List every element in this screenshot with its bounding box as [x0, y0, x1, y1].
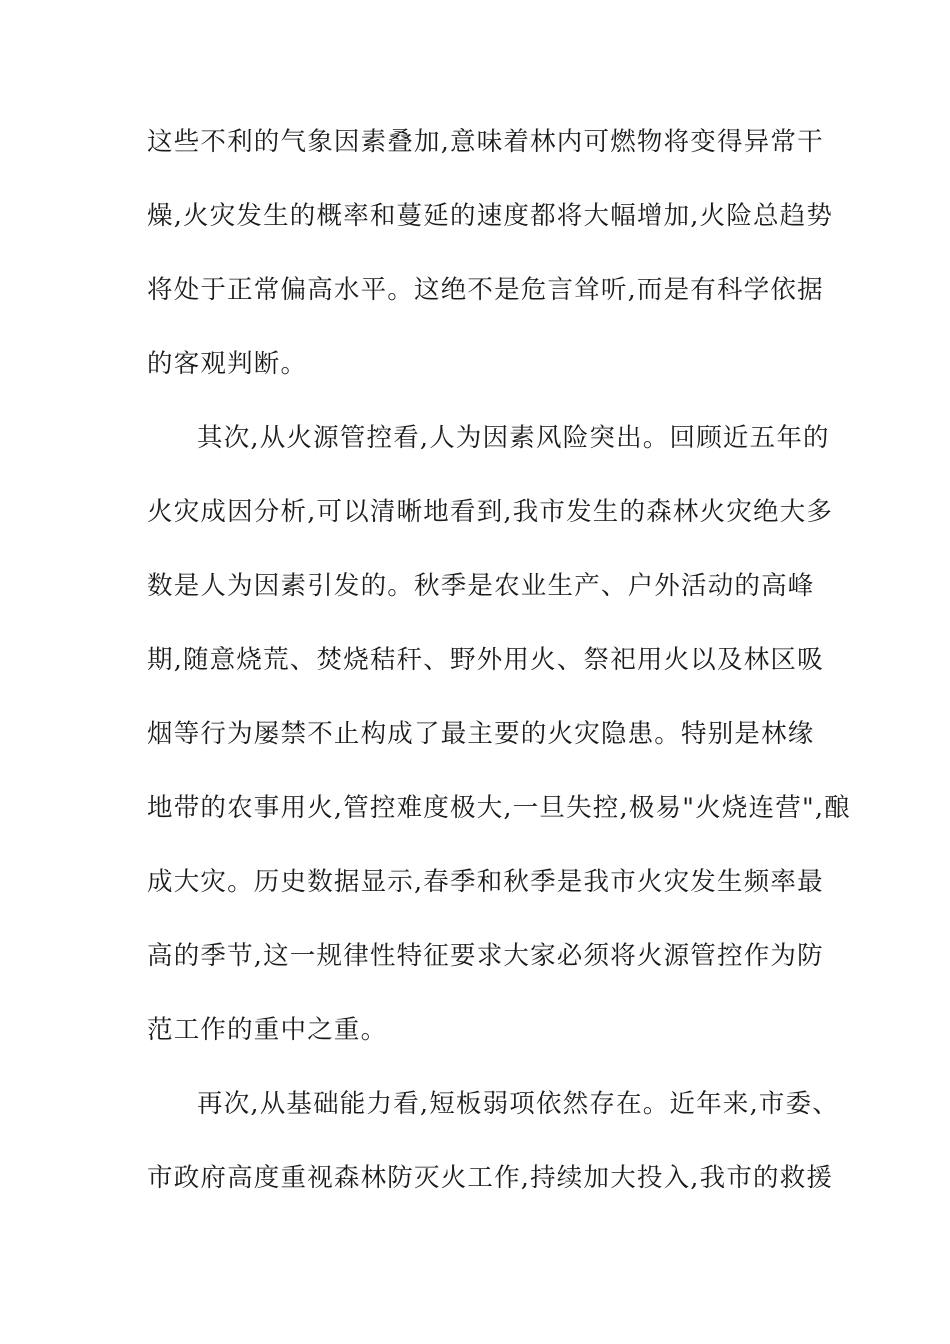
text-line: 范工作的重中之重。 — [147, 1015, 388, 1045]
text-line: 数是人为因素引发的。秋季是农业生产、户外活动的高峰 — [147, 571, 815, 601]
text-line: 的客观判断。 — [147, 349, 308, 379]
text-line: 地带的农事用火,管控难度极大,一旦失控,极易"火烧连营",酿 — [147, 793, 851, 823]
text-line: 市政府高度重视森林防灭火工作,持续加大投入,我市的救援 — [147, 1163, 834, 1193]
text-line: 成大灾。历史数据显示,春季和秋季是我市火灾发生频率最 — [147, 867, 824, 897]
text-line: 火灾成因分析,可以清晰地看到,我市发生的森林火灾绝大多 — [147, 497, 834, 527]
paragraph-start-line: 其次,从火源管控看,人为因素风险突出。回顾近五年的 — [197, 423, 830, 453]
text-line: 高的季节,这一规律性特征要求大家必须将火源管控作为防 — [147, 941, 824, 971]
text-line: 将处于正常偏高水平。这绝不是危言耸听,而是有科学依据 — [147, 275, 824, 305]
paragraph-start-line: 再次,从基础能力看,短板弱项依然存在。近年来,市委、 — [197, 1089, 840, 1119]
text-line: 烟等行为屡禁不止构成了最主要的火灾隐患。特别是林缘 — [147, 719, 815, 749]
text-line: 燥,火灾发生的概率和蔓延的速度都将大幅增加,火险总趋势 — [147, 201, 834, 231]
text-line: 这些不利的气象因素叠加,意味着林内可燃物将变得异常干 — [147, 127, 824, 157]
text-line: 期,随意烧荒、焚烧秸秆、野外用火、祭祀用火以及林区吸 — [147, 645, 824, 675]
